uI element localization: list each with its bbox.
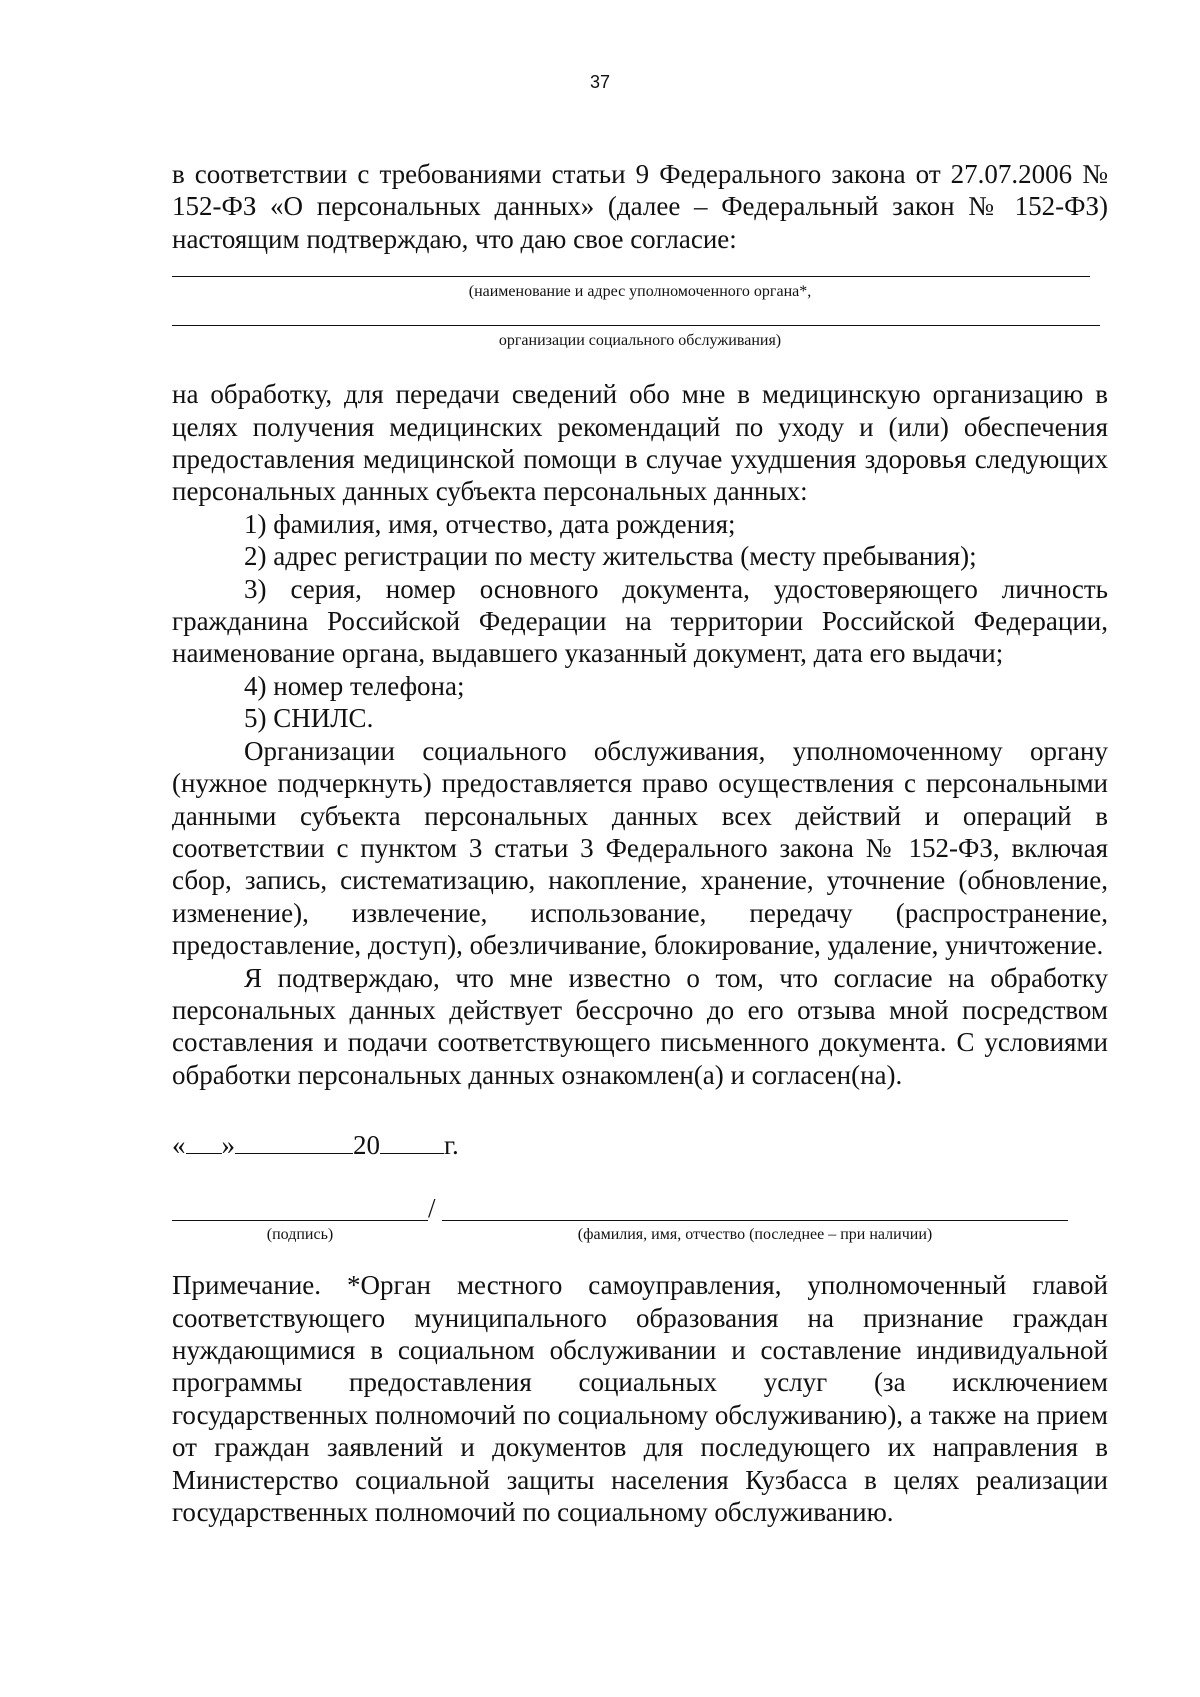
organ-name-caption: (наименование и адрес уполномоченного органа*, [468,283,812,301]
page-number: 37 [589,72,611,92]
organ-name-field-line[interactable] [172,276,1090,277]
confirmation-paragraph: Я подтверждаю, что мне известно о том, что согласие на обработку персональных данных действует бессрочно до его отзыва мной посредством составления и подачи соответствующего письменного документа. С условиями обработки персональных данных ознакомлен(а) и согласен(на). [172,962,1108,1090]
date-line [172,1127,1108,1161]
open-quote: « [172,1130,186,1161]
list-item-snils: 5) СНИЛС. [244,703,374,734]
list-item-fio: 1) фамилия, имя, отчество, дата рождения; [244,508,736,539]
purpose-paragraph: на обработку, для передачи сведений обо мне в медицинскую организацию в целях получения медицинских рекомендаций по уходу и (или) обеспечения предоставления медицинской помощи в случае ухудшения здоровья следующих персональных данных субъекта персональных данных: [172,379,1108,507]
close-quote: » [221,1130,235,1161]
list-item-phone: 4) номер телефона; [244,670,465,701]
organization-caption: организации социального обслуживания) [498,332,782,350]
day-field[interactable] [186,1127,222,1154]
signature-row [172,1191,1108,1224]
list-item-document: 3) серия, номер основного документа, удостоверяющего личность гражданина Российской Федерации на территории Российской Федерации, наименование органа, выдавшего указанный документ, дата его выдачи; [172,573,1108,669]
signature-separator: / [428,1193,436,1224]
list-item-address: 2) адрес регистрации по месту жительства (месту пребывания); [244,541,977,572]
century-label: 20 [353,1130,380,1161]
signature-caption: (подпись) [266,1226,334,1244]
signature-captions [172,1221,1108,1243]
month-field[interactable] [235,1127,353,1154]
consent-form [172,158,1108,1528]
full-name-caption: (фамилия, имя, отчество (последнее – при наличии) [577,1226,933,1244]
note-paragraph: Примечание. *Орган местного самоуправления, уполномоченный главой соответствующего муниципального образования на признание граждан нуждающимися в социальном обслуживании и составление индивидуальной программы предоставления социальных услуг (за исключением государственных полномочий по социальному обслуживанию), а также на прием от граждан заявлений и документов для последующего их направления в Министерство социальной защиты населения Кузбасса в целях реализации государственных полномочий по социальному обслуживанию. [172,1270,1108,1527]
year-field[interactable] [380,1127,444,1154]
year-suffix: г. [444,1130,459,1161]
organization-field-line[interactable] [172,325,1100,326]
intro-paragraph: в соответствии с требованиями статьи 9 Федерального закона от 27.07.2006 № 152-ФЗ «О персональных данных» (далее – Федеральный закон № 152-ФЗ) настоящим подтверждаю, что даю свое согласие: [172,159,1108,254]
rights-paragraph: Организации социального обслуживания, уполномоченному органу (нужное подчеркнуть) предоставляется право осуществления с персональными данными субъекта персональных данных всех действий и операций в соответствии с пунктом 3 статьи 3 Федерального закона № 152-ФЗ, включая сбор, запись, систематизацию, накопление, хранение, уточнение (обновление, изменение), извлечение, использование, передачу (распространение, предоставление, доступ), обезличивание, блокирование, удаление, уничтожение. [172,735,1108,961]
